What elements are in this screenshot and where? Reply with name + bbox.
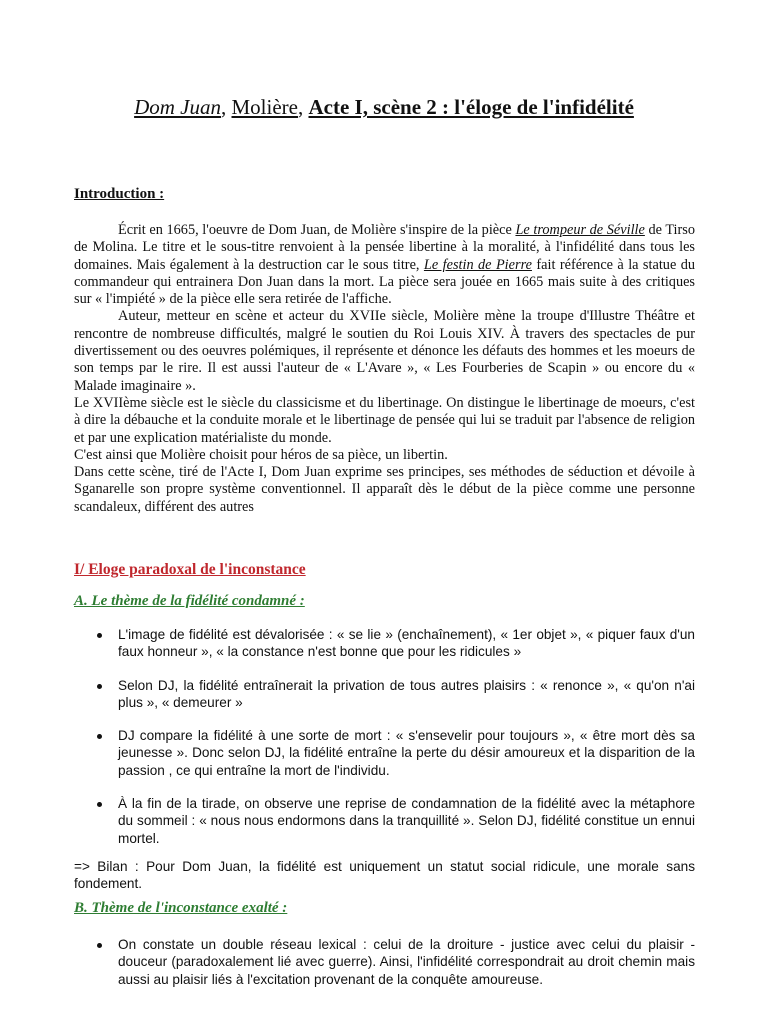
title-author: Molière (231, 95, 298, 119)
list-item: DJ compare la fidélité à une sorte de mort : « s'ensevelir pour toujours », « être mort dès sa jeunesse ». Donc selon DJ, la fidélité entraîne la perte du désir amoureux et la disparition de la passion , ce qui entraîne la mort de l'individu. (94, 727, 695, 779)
subsection-heading-b: B. Thème de l'inconstance exalté : (74, 900, 288, 916)
intro-text: de Tirso de Molina. Le titre et le sous-titre renvoient à la pensée libertine à la moralité, à l'infidélité dans tous les domaines. Mais également à la destruction car le sous titre, (74, 222, 695, 273)
title-work: Dom Juan (134, 95, 221, 119)
section-heading-part1: I/ Eloge paradoxal de l'inconstance (74, 561, 306, 578)
intro-paragraph-5: Dans cette scène, tiré de l'Acte I, Dom Juan exprime ses principes, ses méthodes de séduction et dévoile à Sganarelle son propre système conventionnel. Il apparaît dès le début de la pièce comme une personne scandaleux, différent des autres (74, 464, 695, 515)
intro-text: Écrit en 1665, l'oeuvre de Dom Juan, de Molière s'inspire de la pièce (118, 222, 516, 238)
subsection-heading-a: A. Le thème de la fidélité condamné : (74, 593, 305, 609)
list-item: À la fin de la tirade, on observe une reprise de condamnation de la fidélité avec la métaphore du sommeil : « nous nous endormons dans la tranquillité ». Selon DJ, fidélité constitue un ennui mortel. (94, 795, 695, 847)
list-item: Selon DJ, la fidélité entraînerait la privation de tous autres plaisirs : « renonce », « qu'on n'ai plus », « demeurer » (94, 677, 695, 712)
bullet-list-b (94, 936, 695, 1004)
list-item: On constate un double réseau lexical : celui de la droiture - justice avec celui du plaisir - douceur (paradoxalement lié avec guerre). Ainsi, l'infidélité correspondrait au droit chemin mais aussi au plaisir liés à l'excitation provenant de la conquête amoureuse. (94, 936, 695, 988)
reference-le-trompeur: Le trompeur de Séville (515, 222, 645, 238)
introduction-heading: Introduction : (74, 186, 165, 202)
intro-text: fait référence à la statue du commandeur qui entrainera Don Juan dans la mort. La pièce sera jouée en 1665 mais suite à des critiques sur « l'impiété » de la pièce elle sera retirée de l'affiche. (74, 256, 696, 308)
bullet-list-a (94, 626, 695, 863)
bilan-paragraph: => Bilan : Pour Dom Juan, la fidélité est uniquement un statut social ridicule, une morale sans fondement. (74, 859, 695, 892)
list-item: L'image de fidélité est dévalorisée : « se lie » (enchaînement), « 1er objet », « piquer faux d'un faux honneur », « la constance n'est bonne que pour les ridicules » (94, 626, 695, 661)
intro-paragraph-3: Le XVIIème siècle est le siècle du classicisme et du libertinage. On distingue le libertinage de moeurs, c'est à dire la débauche et la conduite morale et le libertinage de pensée qui lui se traduit par l'absence de religion et par une explication matérialiste du monde. (74, 394, 695, 446)
page-title (110, 94, 658, 120)
intro-paragraph-4: C'est ainsi que Molière choisit pour héros de sa pièce, un libertin. (74, 446, 448, 463)
intro-paragraph-1 (74, 222, 695, 308)
title-separator: , (221, 95, 232, 119)
title-separator-2: , (297, 95, 309, 119)
intro-paragraph-2: Auteur, metteur en scène et acteur du XVIIe siècle, Molière mène la troupe d'Illustre Théâtre et rencontre de nombreuse difficultés, malgré le soutien du Roi Louis XIV. À travers des spectacles de pur divertissement ou des oeuvres polémiques, il représente et dénonce les défauts des hommes et les moeurs de son temps par le rire. Il est aussi l'auteur de « L'Avare », « Les Fourberies de Scapin » ou encore du « Malade imaginaire ». (74, 308, 695, 394)
introduction-body (74, 222, 695, 516)
title-scene: Acte I, scène 2 : l'éloge de l'infidélité (308, 95, 634, 119)
reference-le-festin: Le festin de Pierre (423, 256, 532, 273)
